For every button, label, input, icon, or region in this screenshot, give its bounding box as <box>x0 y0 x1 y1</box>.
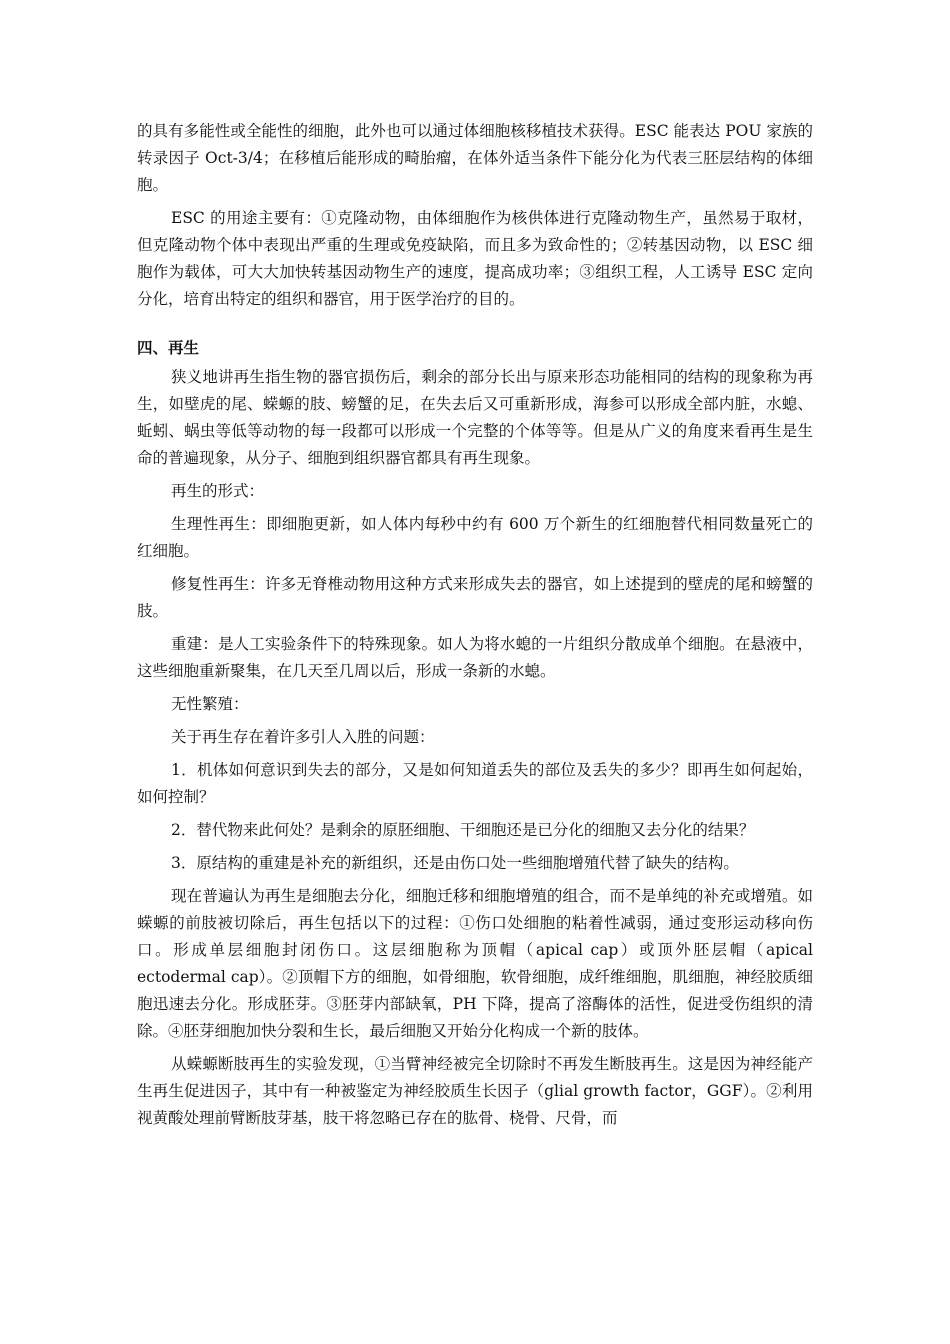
paragraph-question-1: 1．机体如何意识到失去的部分，又是如何知道丢失的部位及丢失的多少？即再生如何起始，如何控制？ <box>137 761 813 806</box>
paragraph-question-3: 3．原结构的重建是补充的新组织，还是由伤口处一些细胞增殖代替了缺失的结构。 <box>171 854 739 872</box>
paragraph-reparative: 修复性再生：许多无脊椎动物用这种方式来形成失去的器官，如上述提到的壁虎的尾和螃蟹的肢。 <box>137 575 813 620</box>
paragraph-esc-origin: 的具有多能性或全能性的细胞，此外也可以通过体细胞核移植技术获得。ESC 能表达 POU 家族的转录因子 Oct-3/4；在移植后能形成的畸胎瘤，在体外适当条件下能分化为代表三胚层结构的体细胞。 <box>137 122 813 194</box>
paragraph-reconstruction: 重建：是人工实验条件下的特殊现象。如人为将水螅的一片组织分散成单个细胞。在悬液中，这些细胞重新聚集，在几天至几周以后，形成一条新的水螅。 <box>137 635 813 680</box>
paragraph-esc-uses: ESC 的用途主要有：①克隆动物，由体细胞作为核供体进行克隆动物生产，虽然易于取材，但克隆动物个体中表现出严重的生理或免疫缺陷，而且多为致命性的；②转基因动物，以 ESC 细胞作为载体，可大大加快转基因动物生产的速度，提高成功率；③组织工程，人工诱导 ESC 定向分化，培育出特定的组织和器官，用于医学治疗的目的。 <box>137 209 813 308</box>
paragraph-questions-intro: 关于再生存在着许多引人入胜的问题： <box>171 728 435 746</box>
paragraph-forms-title: 再生的形式： <box>171 482 265 500</box>
paragraph-question-2: 2．替代物来此何处？是剩余的原胚细胞、干细胞还是已分化的细胞又去分化的结果？ <box>171 821 755 839</box>
paragraph-definition: 狭义地讲再生指生物的器官损伤后，剩余的部分长出与原来形态功能相同的结构的现象称为再生，如壁虎的尾、蝾螈的肢、螃蟹的足，在失去后又可重新形成，海参可以形成全部内脏，水螅、蚯蚓、蜗虫等低等动物的每一段都可以形成一个完整的个体等等。但是从广义的角度来看再生是生命的普遍现象，从分子、细胞到组织器官都具有再生现象。 <box>137 368 813 467</box>
paragraph-current-view: 现在普遍认为再生是细胞去分化，细胞迁移和细胞增殖的组合，而不是单纯的补充或增殖。如蝾螈的前肢被切除后，再生包括以下的过程：①伤口处细胞的粘着性减弱，通过变形运动移向伤口。形成单层细胞封闭伤口。这层细胞称为顶帽（apical cap）或顶外胚层帽（apical ectodermal cap）。②顶帽下方的细胞，如骨细胞，软骨细胞，成纤维细胞，肌细胞，神经胶质细胞迅速去分化。形成胚芽。③胚芽内部缺氧，PH 下降，提高了溶酶体的活性，促进受伤组织的清除。④胚芽细胞加快分裂和生长，最后细胞又开始分化构成一个新的肢体。 <box>137 887 813 1040</box>
paragraph-asexual: 无性繁殖： <box>171 695 249 713</box>
paragraph-experiment: 从蝾螈断肢再生的实验发现，①当臂神经被完全切除时不再发生断肢再生。这是因为神经能产生再生促进因子，其中有一种被鉴定为神经胶质生长因子（glial growth factor，GGF）。②利用视黄酸处理前臂断肢芽基，肢干将忽略已存在的肱骨、桡骨、尺骨，而 <box>137 1055 813 1127</box>
paragraph-physiological: 生理性再生：即细胞更新，如人体内每秒中约有 600 万个新生的红细胞替代相同数量死亡的红细胞。 <box>137 515 813 560</box>
section-heading: 四、再生 <box>137 339 200 357</box>
document-body <box>137 118 813 1138</box>
